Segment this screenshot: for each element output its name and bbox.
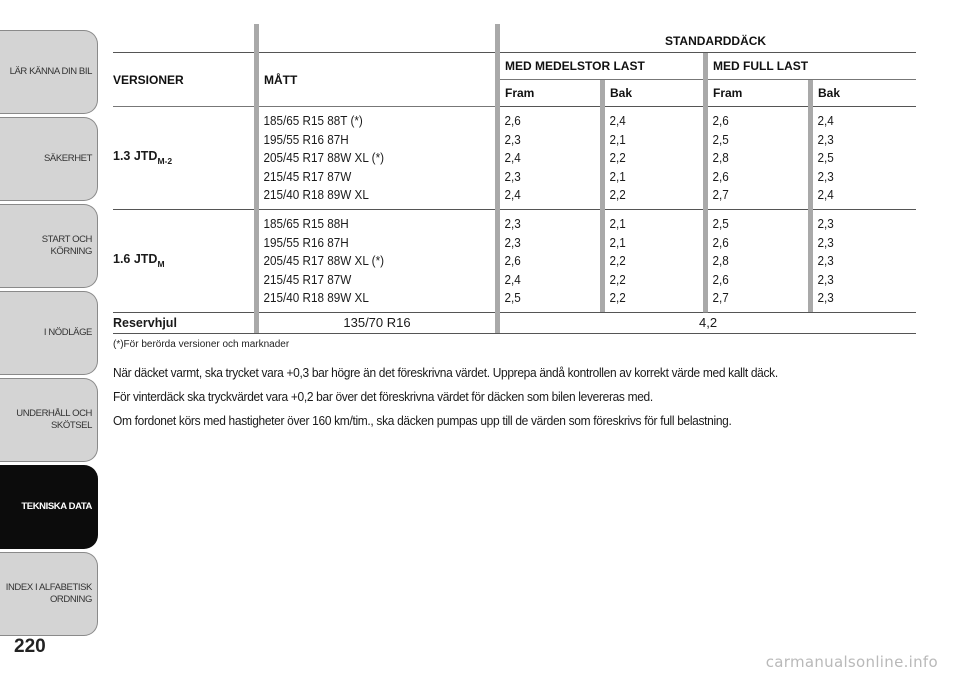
table-row — [113, 107, 916, 210]
tab-lar-kanna-din-bil[interactable]: LÄR KÄNNA DIN BIL — [0, 30, 98, 114]
versions-header: VERSIONER — [113, 53, 254, 107]
tyre-pressure-table — [113, 24, 916, 334]
version-cell: 1.6 $JTD_M$ — [113, 209, 254, 312]
header-row-load — [113, 53, 916, 80]
full-load-header: MED FULL LAST — [708, 53, 916, 80]
paragraph-winter-tyre: För vinterdäck ska tryckvärdet vara +0,2 bar över det föreskrivna värdet för däcken som bilen levereras med. — [113, 389, 653, 404]
medium-front-cell: 2,3 2,3 2,6 2,4 2,5 — [500, 209, 590, 312]
size-header: MÅTT — [259, 53, 495, 107]
full-front-header: Fram — [708, 80, 808, 107]
medium-rear-cell: 2,1 2,1 2,2 2,2 2,2 — [605, 209, 693, 312]
tab-i-nodlage[interactable]: I NÖDLÄGE — [0, 291, 98, 375]
spare-wheel-row — [113, 312, 916, 333]
tab-start-och-korning[interactable]: START OCH KÖRNING — [0, 204, 98, 288]
spare-wheel-label: Reservhjul — [113, 312, 254, 333]
medium-front-cell: 2,6 2,3 2,4 2,3 2,4 — [500, 107, 590, 210]
version-cell: 1.3 $JTD_{M-2}$ — [113, 107, 254, 210]
medium-rear-header: Bak — [605, 80, 703, 107]
full-rear-cell: 2,4 2,3 2,5 2,3 2,4 — [813, 107, 906, 210]
sizes-cell: 185/65 R15 88T (*) 195/55 R16 87H 205/45 R17 88W XL (*) 215/45 R17 87W 215/40 R18 89W XL — [259, 107, 471, 210]
medium-rear-cell: 2,4 2,1 2,2 2,1 2,2 — [605, 107, 693, 210]
footnote: (*)För berörda versioner och marknader — [113, 339, 290, 350]
medium-front-header: Fram — [500, 80, 600, 107]
spare-wheel-size: 135/70 R16 — [259, 312, 495, 333]
paragraph-high-speed: Om fordonet körs med hastigheter över 160 km/tim., ska däcken pumpas upp till de värden som föreskrivs för full belastning. — [113, 413, 732, 428]
tab-underhall-och-skotsel[interactable]: UNDERHÅLL OCH SKÖTSEL — [0, 378, 98, 462]
sizes-cell: 185/65 R15 88H 195/55 R16 87H 205/45 R17 88W XL (*) 215/45 R17 87W 215/40 R18 89W XL — [259, 209, 471, 312]
tab-sakerhet[interactable]: SÄKERHET — [0, 117, 98, 201]
tab-tekniska-data[interactable]: TEKNISKA DATA — [0, 465, 98, 549]
medium-load-header: MED MEDELSTOR LAST — [500, 53, 703, 80]
table-row — [113, 209, 916, 312]
standard-tyres-header: STANDARDDÄCK — [500, 24, 916, 53]
header-row-standard — [113, 24, 916, 53]
tab-index-i-alfabetisk-ordning[interactable]: INDEX I ALFABETISK ORDNING — [0, 552, 98, 636]
watermark: carmanualsonline.info — [765, 653, 938, 671]
paragraph-warm-tyre: När däcket varmt, ska trycket vara +0,3 bar högre än det föreskrivna värdet. Upprepa ändå kontrollen av korrekt värde med kallt däck. — [113, 365, 778, 380]
full-rear-header: Bak — [813, 80, 916, 107]
full-front-cell: 2,6 2,5 2,8 2,6 2,7 — [708, 107, 798, 210]
page-number: 220 — [14, 636, 46, 657]
full-front-cell: 2,5 2,6 2,8 2,6 2,7 — [708, 209, 798, 312]
full-rear-cell: 2,3 2,3 2,3 2,3 2,3 — [813, 209, 906, 312]
spare-wheel-pressure: 4,2 — [500, 312, 916, 333]
